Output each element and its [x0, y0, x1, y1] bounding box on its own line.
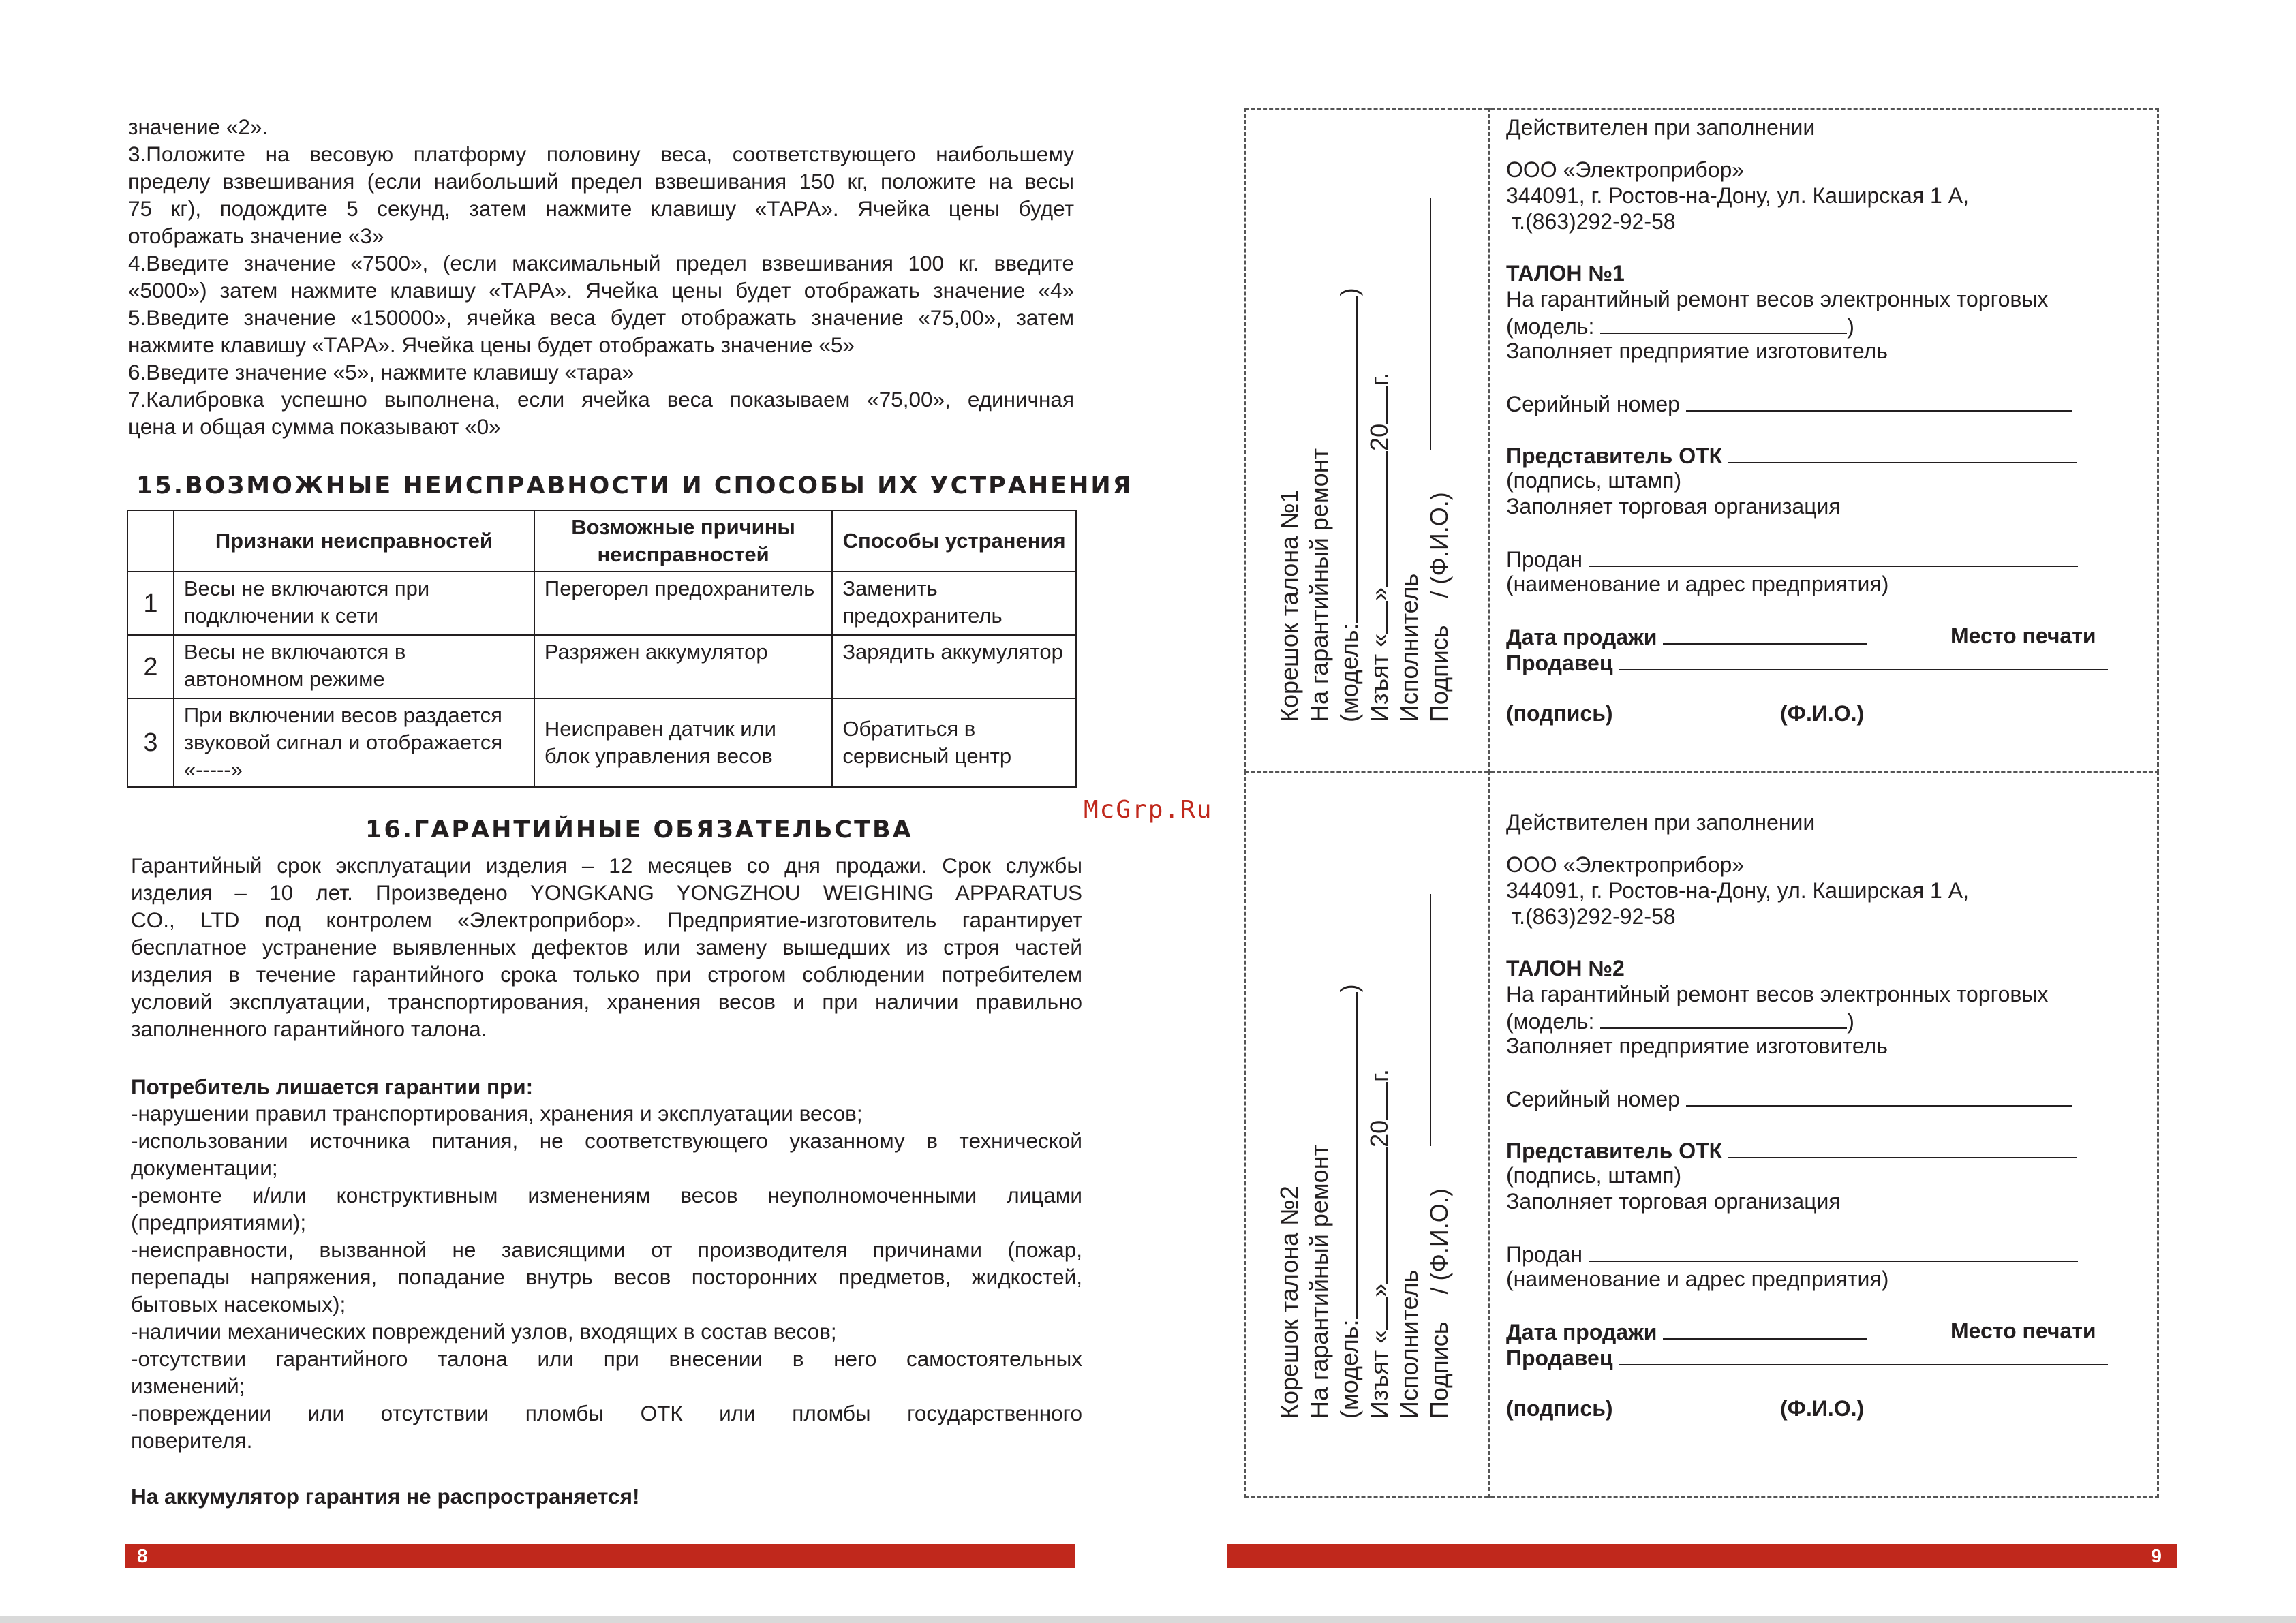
sign-stamp-hint: (подпись, штамп)	[1506, 468, 1682, 493]
blank-line	[1663, 1318, 1867, 1340]
blank-line	[1366, 1147, 1388, 1284]
blank-line	[1600, 312, 1847, 334]
stamp-place: Место печати	[1950, 623, 2096, 648]
blank-line	[1619, 649, 2108, 670]
valid-note: Действителен при заполнении	[1506, 115, 1816, 140]
seller-field	[1506, 1344, 2108, 1371]
text-line: 7.Калибровка успешно выполнена, если ячейка веса показываем «75,00», единичная	[128, 387, 1074, 412]
table-cell: При включении весов раздается звуковой сигнал и отображается «-----»	[174, 698, 534, 787]
maker-fills-note: Заполняет предприятие изготовитель	[1506, 339, 1888, 363]
otk-label: Представитель ОТК	[1506, 444, 1723, 468]
list-item: -нарушении правил транспортирования, хранения и эксплуатации весов;	[131, 1101, 863, 1126]
serial-label: Серийный номер	[1506, 1087, 1680, 1111]
blank-line	[1728, 1137, 2077, 1158]
section-16-title: 16.ГАРАНТИЙНЫЕ ОБЯЗАТЕЛЬСТВА	[365, 816, 913, 844]
stub-line	[1364, 1069, 1394, 1419]
stub-model-label: (модель:	[1335, 623, 1363, 722]
table-cell: Заменить предохранитель	[832, 572, 1076, 635]
blank-line	[1366, 601, 1388, 634]
table-header-cell	[127, 510, 174, 572]
stub-model-label: (модель:	[1335, 1319, 1363, 1419]
text-line: изделия в течение гарантийного срока только при строгом соблюдении потребителем	[131, 962, 1082, 987]
text-line: 3.Положите на весовую платформу половину веса, соответствующего наибольшему	[128, 142, 1074, 166]
table-row	[127, 698, 1076, 787]
blank-line	[1366, 1082, 1388, 1120]
text-line: 75 кг), подождите 5 секунд, затем нажмите клавишу «ТАРА». Ячейка цены будет	[128, 196, 1074, 221]
text-line: CO., LTD под контролем «Электроприбор». Предприятие-изготовитель гарантирует	[131, 908, 1082, 932]
stub-text: 20	[1365, 423, 1393, 451]
stub-line: Исполнитель	[1395, 1269, 1423, 1419]
serial-label: Серийный номер	[1506, 392, 1680, 416]
text-line: «5000») затем нажмите клавишу «ТАРА». Ячейка цены будет отображать значение «4»	[128, 278, 1074, 303]
footer-bar-right	[1227, 1544, 2177, 1568]
table-cell: Весы не включаются в автономном режиме	[174, 635, 534, 698]
list-item: документации;	[131, 1156, 278, 1180]
list-item: бытовых насекомых);	[131, 1292, 346, 1316]
blank-line	[1686, 390, 2072, 412]
model-field	[1506, 312, 1854, 339]
stub-signature-line	[1430, 198, 1431, 450]
org-name: ООО «Электроприбор»	[1506, 852, 1745, 877]
org-address: 344091, г. Ростов-на-Дону, ул. Каширская 1 А,	[1506, 183, 1969, 208]
stub-line	[1424, 492, 1454, 722]
text-line: цена и общая сумма показывают «0»	[128, 414, 501, 439]
coupon-purpose: На гарантийный ремонт весов электронных торговых	[1506, 982, 2049, 1006]
text-line: 4.Введите значение «7500», (если максимальный предел взвешивания 100 кг. введите	[128, 251, 1074, 275]
warranty-text	[131, 852, 1082, 1042]
sold-field	[1506, 545, 2078, 572]
table-header-cell: Способы устранения	[832, 510, 1076, 572]
table-header-cell: Признаки неисправностей	[174, 510, 534, 572]
calibration-steps	[128, 113, 1074, 440]
list-item: -отсутствии гарантийного талона или при внесении в него самостоятельных	[131, 1346, 1082, 1371]
sold-hint: (наименование и адрес предприятия)	[1506, 572, 1889, 596]
blank-line	[1663, 623, 1867, 645]
table-cell: Разряжен аккумулятор	[534, 635, 832, 698]
stub-text: Подпись	[1425, 1321, 1453, 1419]
warranty-loss-title: Потребитель лишается гарантии при:	[131, 1075, 534, 1099]
stub-text: 20	[1365, 1119, 1393, 1147]
stub-text: г.	[1365, 1069, 1393, 1082]
sale-date-label: Дата продажи	[1506, 625, 1657, 649]
blank-line	[1366, 451, 1388, 587]
sold-hint: (наименование и адрес предприятия)	[1506, 1267, 1889, 1291]
sale-date-field	[1506, 623, 1867, 650]
blank-line	[1589, 1240, 2078, 1262]
org-phone: т.(863)292-92-58	[1512, 904, 1676, 929]
footer-bar-left	[125, 1544, 1075, 1568]
sale-date-field	[1506, 1318, 1867, 1345]
sold-label: Продан	[1506, 547, 1583, 572]
coupon-purpose: На гарантийный ремонт весов электронных торговых	[1506, 287, 2049, 311]
signature-hint: (подпись)	[1506, 1396, 1613, 1421]
bottom-strip	[0, 1616, 2296, 1623]
text-line: 6.Введите значение «5», нажмите клавишу «тара»	[128, 360, 634, 384]
list-item: -ремонте и/или конструктивным изменениям весов неуполномоченными лицами	[131, 1183, 1082, 1207]
list-item: поверителя.	[131, 1428, 253, 1453]
trade-fills-note: Заполняет торговая организация	[1506, 494, 1841, 519]
table-cell: Перегорел предохранитель	[534, 572, 832, 635]
signature-hint: (подпись)	[1506, 701, 1613, 726]
battery-note: На аккумулятор гарантия не распространяется!	[131, 1484, 640, 1509]
blank-line	[1589, 545, 2078, 567]
table-header-row	[127, 510, 1076, 572]
text-line: бесплатное устранение выявленных дефектов или замену вышедших из строя частей	[131, 935, 1082, 959]
table-cell: Обратиться в сервисный центр	[832, 698, 1076, 787]
otk-label: Представитель ОТК	[1506, 1139, 1723, 1163]
coupon-title: ТАЛОН №2	[1506, 956, 1625, 980]
blank-line	[1336, 992, 1358, 1319]
stub-text: »	[1365, 587, 1393, 601]
fio-hint: (Ф.И.О.)	[1780, 1396, 1865, 1421]
stub-text: / (Ф.И.О.)	[1425, 492, 1453, 598]
table-header-cell: Возможные причины неисправностей	[534, 510, 832, 572]
row-number: 3	[127, 698, 174, 787]
page-number: 8	[137, 1545, 148, 1566]
stub-line	[1364, 373, 1394, 722]
sold-label: Продан	[1506, 1242, 1583, 1267]
text-line: отображать значение «3»	[128, 223, 384, 248]
model-field	[1506, 1007, 1854, 1034]
coupon-1-divider	[1488, 108, 1490, 773]
stub-signature-line	[1430, 894, 1431, 1146]
text-line: значение «2».	[128, 114, 269, 139]
table-cell: Весы не включаются при подключении к сети	[174, 572, 534, 635]
stub-line: Исполнитель	[1395, 573, 1423, 722]
model-close: )	[1847, 1009, 1854, 1034]
text-line: заполненного гарантийного талона.	[131, 1017, 487, 1041]
blank-line	[1366, 1297, 1388, 1330]
stub-line	[1424, 1188, 1454, 1419]
blank-line	[1686, 1085, 2072, 1107]
sign-stamp-hint: (подпись, штамп)	[1506, 1163, 1682, 1188]
fio-hint: (Ф.И.О.)	[1780, 701, 1865, 726]
stamp-place: Место печати	[1950, 1318, 2096, 1343]
section-15-title: 15.ВОЗМОЖНЫЕ НЕИСПРАВНОСТИ И СПОСОБЫ ИХ УСТРАНЕНИЯ	[136, 472, 1133, 499]
seller-field	[1506, 649, 2108, 676]
list-item: -использовании источника питания, не соответствующего указанному в технической	[131, 1128, 1082, 1153]
seller-label: Продавец	[1506, 651, 1613, 675]
model-label: (модель:	[1506, 314, 1595, 339]
text-line: изделия – 10 лет. Произведено YONGKANG YONGZHOU WEIGHING APPARATUS	[131, 880, 1082, 905]
stub-line	[1334, 288, 1364, 722]
stub-text: г.	[1365, 373, 1393, 386]
model-close: )	[1847, 314, 1854, 339]
sold-field	[1506, 1240, 2078, 1267]
valid-note: Действителен при заполнении	[1506, 810, 1816, 835]
seller-label: Продавец	[1506, 1346, 1613, 1370]
stub-text: )	[1335, 984, 1363, 993]
otk-field	[1506, 1137, 2077, 1164]
coupon-2-divider	[1488, 771, 1490, 1498]
stub-text: )	[1335, 288, 1363, 296]
list-item: -наличии механических повреждений узлов, входящих в состав весов;	[131, 1319, 837, 1344]
org-name: ООО «Электроприбор»	[1506, 157, 1745, 182]
blank-line	[1600, 1007, 1847, 1029]
blank-line	[1336, 296, 1358, 623]
sale-date-label: Дата продажи	[1506, 1320, 1657, 1344]
text-line: условий эксплуатации, транспортирования, хранения весов и при наличии правильно	[131, 989, 1082, 1014]
blank-line	[1619, 1344, 2108, 1365]
warranty-loss-list	[131, 1100, 1082, 1454]
org-address: 344091, г. Ростов-на-Дону, ул. Каширская 1 А,	[1506, 878, 1969, 903]
stub-text: / (Ф.И.О.)	[1425, 1188, 1453, 1295]
list-item: перепады напряжения, попадание внутрь весов посторонних предметов, жидкостей,	[131, 1265, 1082, 1289]
coupon-title: ТАЛОН №1	[1506, 261, 1625, 285]
serial-field	[1506, 1085, 2072, 1112]
stub-line	[1334, 984, 1364, 1419]
list-item: (предприятиями);	[131, 1210, 307, 1235]
stub-line: На гарантийный ремонт	[1305, 448, 1333, 722]
org-phone: т.(863)292-92-58	[1512, 209, 1676, 234]
watermark: McGrp.Ru	[1084, 796, 1213, 824]
trade-fills-note: Заполняет торговая организация	[1506, 1189, 1841, 1214]
stub-line: Корешок талона №2	[1275, 1186, 1303, 1419]
text-line: нажмите клавишу «ТАРА». Ячейка цены будет отображать значение «5»	[128, 333, 855, 357]
fault-table	[127, 510, 1077, 788]
stub-line: Корешок талона №1	[1275, 489, 1303, 722]
text-line: пределу взвешивания (если наибольший предел взвешивания 150 кг, положите на весы	[128, 169, 1074, 194]
serial-field	[1506, 390, 2072, 417]
blank-line	[1728, 442, 2077, 463]
list-item: -повреждении или отсутствии пломбы ОТК или пломбы государственного	[131, 1401, 1082, 1425]
stub-text: Изъят «	[1365, 633, 1393, 722]
otk-field	[1506, 442, 2077, 469]
row-number: 2	[127, 635, 174, 698]
table-row	[127, 572, 1076, 635]
page-number: 9	[2151, 1545, 2162, 1566]
stub-text: Изъят «	[1365, 1329, 1393, 1419]
text-line: 5.Введите значение «150000», ячейка веса будет отображать значение «75,00», затем	[128, 305, 1074, 330]
table-cell: Зарядить аккумулятор	[832, 635, 1076, 698]
model-label: (модель:	[1506, 1009, 1595, 1034]
stub-line: На гарантийный ремонт	[1305, 1144, 1333, 1419]
list-item: -неисправности, вызванной не зависящими от производителя причинами (пожар,	[131, 1237, 1082, 1262]
table-row	[127, 635, 1076, 698]
stub-text: »	[1365, 1283, 1393, 1297]
row-number: 1	[127, 572, 174, 635]
table-cell: Неисправен датчик или блок управления весов	[534, 698, 832, 787]
blank-line	[1366, 386, 1388, 424]
list-item: изменений;	[131, 1374, 245, 1398]
maker-fills-note: Заполняет предприятие изготовитель	[1506, 1034, 1888, 1058]
stub-text: Подпись	[1425, 625, 1453, 722]
text-line: Гарантийный срок эксплуатации изделия – 12 месяцев со дня продажи. Срок службы	[131, 853, 1082, 878]
